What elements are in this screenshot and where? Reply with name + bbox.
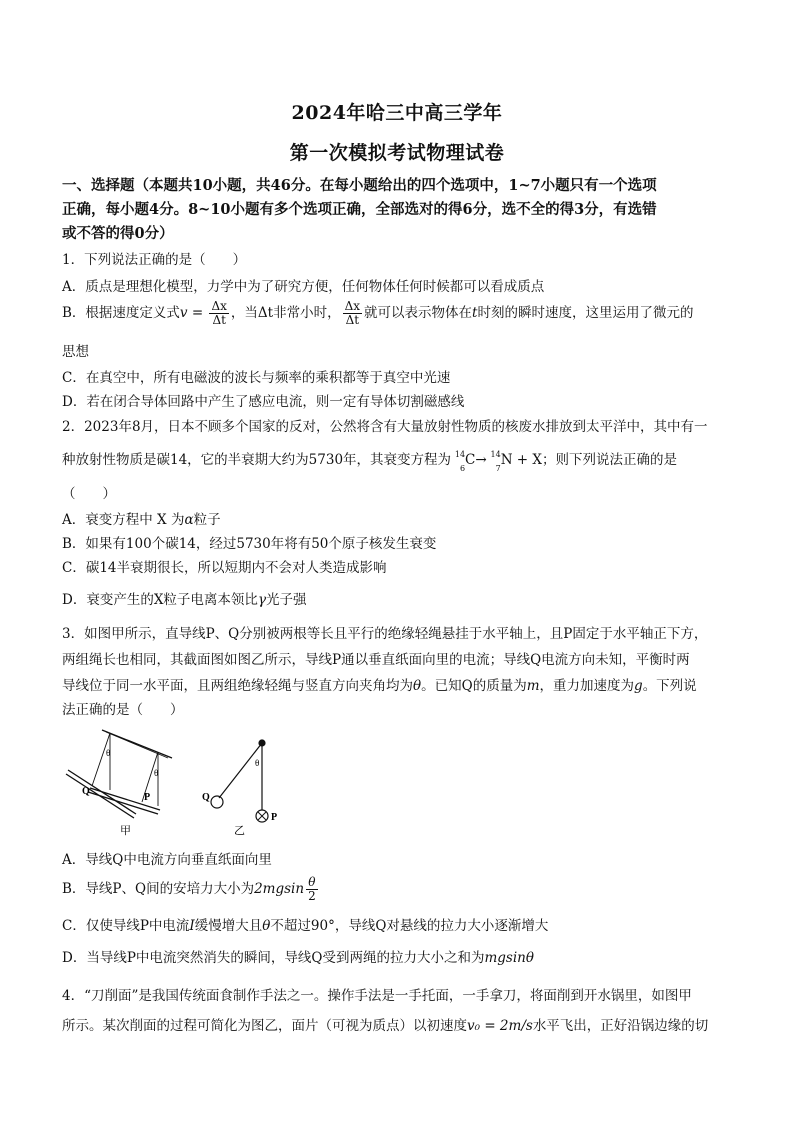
theta-label-jia-2: θ (154, 768, 159, 778)
q2-option-b: B．如果有100个碳14，经过5730年将有50个原子核发生衰变 (62, 536, 437, 552)
p-label-yi: P (271, 812, 278, 823)
q3-figure (62, 728, 302, 840)
axis-rod-edge (106, 732, 168, 758)
q1-option-a: A．质点是理想化模型，力学中为了研究方便，任何物体任何时候都可以看成质点 (62, 279, 545, 295)
carbon-nuclide-numbers: 14 6 (454, 449, 466, 473)
theta-over-two-fraction: $\frac{\theta}{2}$ (308, 875, 316, 903)
q1-option-c: C．在真空中，所有电磁波的波长与频率的乘积都等于真空中光速 (62, 370, 451, 386)
figure-yi (211, 740, 268, 822)
nitrogen-nuclide-numbers: 14 7 (490, 449, 501, 473)
q4-stem-line2: 所示。某次削面的过程可简化为图乙，面片（可视为质点）以初速度v₀ = 2m/s水平飞出，正好沿锅边缘的切 (62, 1018, 709, 1034)
q-label-jia: Q (82, 786, 90, 797)
theta-label-yi: θ (255, 758, 260, 768)
section-instruction-line3: 或不答的得0分） (62, 225, 174, 242)
q3-stem-line3: 导线位于同一水平面，且两组绝缘轻绳与竖直方向夹角均为θ。已知Q的质量为m，重力加速度为g。下列说 (62, 678, 697, 694)
string-to-q (219, 743, 262, 798)
q3-option-b: B．导线P、Q间的安培力大小为2mgsin $\frac{\theta}{2}$ (62, 875, 316, 903)
figure-jia-caption: 甲 (120, 825, 131, 837)
q2-option-c: C．碳14半衰期很长，所以短期内不会对人类造成影响 (62, 560, 387, 576)
section-instruction-line2: 正确，每小题4分。8~10小题有多个选项正确，全部选对的得6分，选不全的得3分，有选错 (62, 201, 657, 218)
section-instruction-line1: 一、选择题（本题共10小题，共46分。在每小题给出的四个选项中，1~7小题只有一个选项 (62, 177, 657, 194)
q1-option-b: B．根据速度定义式v = $\frac{\Delta x}{\Delta t}$ ，当Δt非常小时， $\frac{\Delta x}{\Delta t}$ 就可以表示物体在t时刻的瞬时速度，这里运用了微元的 (62, 299, 694, 327)
q3-option-a: A．导线Q中电流方向垂直纸面向里 (62, 852, 272, 868)
theta-label-jia-1: θ (106, 748, 111, 758)
q2-stem-line1: 2．2023年8月，日本不顾多个国家的反对，公然将含有大量放射性物质的核废水排放到太平洋中，其中有一 (62, 419, 708, 435)
q2-answer-paren: （ ） (62, 486, 116, 502)
q3-option-d: D．当导线P中电流突然消失的瞬间，导线Q受到两绳的拉力大小之和为mgsinθ (62, 950, 534, 966)
exam-title-line1: 2024年哈三中高三学年 (291, 102, 503, 124)
q2-option-d: D．衰变产生的X粒子电离本领比γ光子强 (62, 592, 307, 608)
q3-stem-line4: 法正确的是（ ） (62, 702, 184, 718)
delta-x-over-delta-t-fraction-2: $\frac{\Delta x}{\Delta t}$ (344, 299, 361, 327)
q2-stem-line2: 种放射性物质是碳14，它的半衰期大约为5730年，其衰变方程为 14 6 C→ 14 7 N + X；则下列说法正确的是 (62, 449, 678, 473)
wire-q-cross-section (211, 796, 223, 808)
exam-title-line2: 第一次模拟考试物理试卷 (289, 142, 505, 164)
delta-x-over-delta-t-fraction: $\frac{\Delta x}{\Delta t}$ (211, 299, 227, 327)
hanger-left-slant (92, 733, 110, 786)
q4-stem-line1: 4．“刀削面”是我国传统面食制作手法之一。操作手法是一手托面，一手拿刀，将面削到开水锅里，如图甲 (62, 988, 692, 1004)
q3-stem-line1: 3．如图甲所示，直导线P、Q分别被两根等长且平行的绝缘轻绳悬挂于水平轴上，且P固定于水平轴正下方， (62, 626, 708, 642)
figure-yi-caption: 乙 (234, 825, 245, 837)
q2-option-a: A．衰变方程中 X 为α粒子 (62, 512, 221, 528)
q-label-yi: Q (202, 792, 210, 803)
q1-option-d: D．若在闭合导体回路中产生了感应电流，则一定有导体切割磁感线 (62, 394, 465, 410)
q1-stem: 1．下列说法正确的是（ ） (62, 252, 247, 268)
q1-option-b-continued: 思想 (62, 344, 89, 360)
q3-option-c: C．仅使导线P中电流I缓慢增大且θ不超过90°，导线Q对悬线的拉力大小逐渐增大 (62, 918, 549, 934)
axis-rod (102, 730, 172, 758)
q3-stem-line2: 两组绳长也相同，其截面图如图乙所示，导线P通以垂直纸面向里的电流；导线Q电流方向未知，平衡时两 (62, 652, 690, 668)
p-label-jia: P (144, 792, 151, 803)
